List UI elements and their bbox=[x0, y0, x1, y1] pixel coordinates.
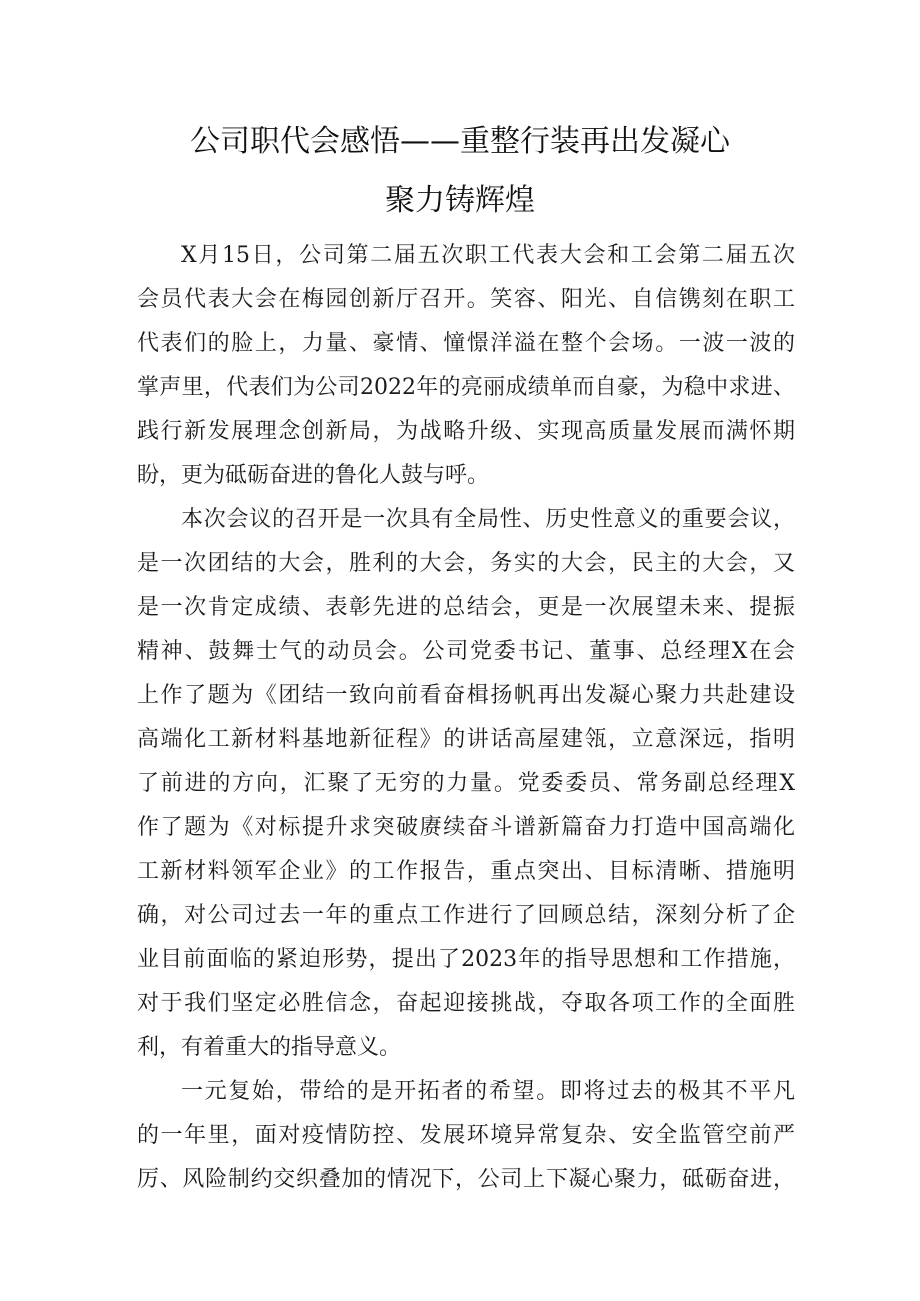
paragraph-line: 会员代表大会在梅园创新厅召开。笑容、阳光、自信镌刻在职工 bbox=[137, 287, 795, 312]
paragraph-line: 是一次肯定成绩、表彰先进的总结会，更是一次展望未来、提振 bbox=[137, 595, 795, 620]
paragraph-line: 对于我们坚定必胜信念，奋起迎接挑战，夺取各项工作的全面胜 bbox=[137, 991, 795, 1016]
paragraph-line: 工新材料领军企业》的工作报告，重点突出、目标清晰、措施明 bbox=[137, 859, 795, 884]
paragraph-line: 精神、鼓舞士气的动员会。公司党委书记、董事、总经理X在会 bbox=[137, 639, 795, 664]
paragraph-line: 掌声里，代表们为公司2022年的亮丽成绩单而自豪，为稳中求进、 bbox=[137, 375, 795, 400]
paragraph-line: 本次会议的召开是一次具有全局性、历史性意义的重要会议， bbox=[181, 507, 795, 532]
paragraph-line: 上作了题为《团结一致向前看奋楫扬帆再出发凝心聚力共赴建设 bbox=[137, 683, 795, 708]
paragraph-line: 的一年里，面对疫情防控、发展环境异常复杂、安全监管空前严 bbox=[137, 1123, 795, 1148]
paragraph-line: 代表们的脸上，力量、豪情、憧憬洋溢在整个会场。一波一波的 bbox=[137, 331, 795, 356]
paragraph-line: 作了题为《对标提升求突破赓续奋斗谱新篇奋力打造中国高端化 bbox=[137, 815, 795, 840]
paragraph-line: 一元复始，带给的是开拓者的希望。即将过去的极其不平凡 bbox=[181, 1079, 795, 1104]
document-title-line-1: 公司职代会感悟——重整行装再出发凝心 bbox=[190, 124, 730, 159]
paragraph-line: 业目前面临的紧迫形势，提出了2023年的指导思想和工作措施， bbox=[137, 947, 795, 972]
paragraph-line: 利，有着重大的指导意义。 bbox=[137, 1035, 402, 1060]
paragraph-line: 确，对公司过去一年的重点工作进行了回顾总结，深刻分析了企 bbox=[137, 903, 795, 928]
paragraph-line: 盼，更为砥砺奋进的鲁化人鼓与呼。 bbox=[137, 463, 490, 488]
document-title-line-2: 聚力铸辉煌 bbox=[385, 183, 535, 218]
paragraph-line: 践行新发展理念创新局，为战略升级、实现高质量发展而满怀期 bbox=[137, 419, 795, 444]
paragraph-line: 了前进的方向，汇聚了无穷的力量。党委委员、常务副总经理X bbox=[137, 771, 795, 796]
paragraph-line: 是一次团结的大会，胜利的大会，务实的大会，民主的大会，又 bbox=[137, 551, 795, 576]
paragraph-line: 厉、风险制约交织叠加的情况下，公司上下凝心聚力，砥砺奋进， bbox=[137, 1167, 795, 1192]
paragraph-line: 高端化工新材料基地新征程》的讲话高屋建瓴，立意深远，指明 bbox=[137, 727, 795, 752]
paragraph-line: X月15日，公司第二届五次职工代表大会和工会第二届五次 bbox=[181, 243, 795, 268]
